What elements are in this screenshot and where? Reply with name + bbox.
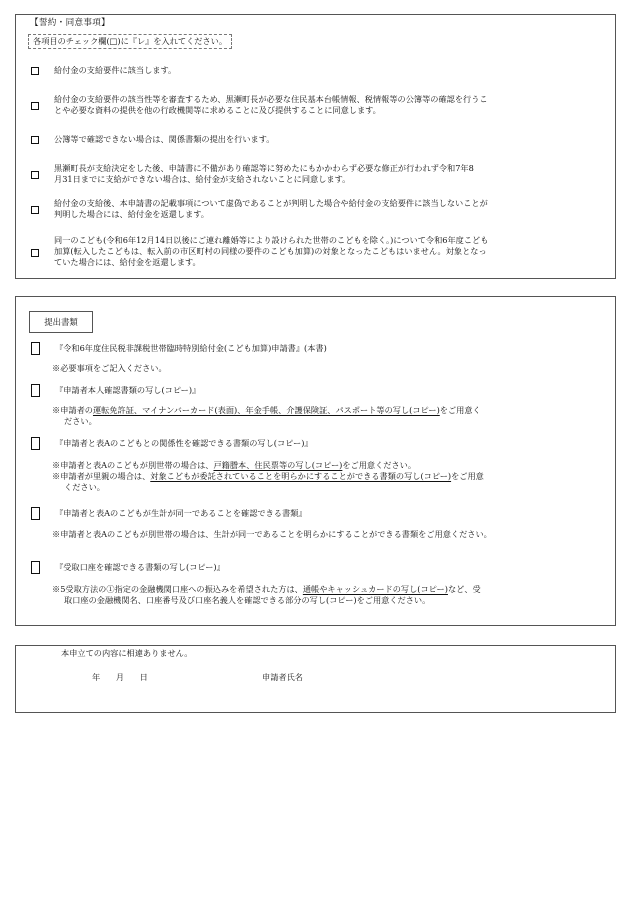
agreement-text: 給付金の支給後、本申請書の記載事項について虚偽であることが判明した場合や給付金の支給要件に該当しないことが [54, 198, 488, 208]
note-text: をご用意く [439, 405, 481, 415]
document-title: 『申請者本人確認書類の写し(コピー)』 [55, 385, 201, 395]
note-underlined-text: 運転免許証、マイナンバーカード(表面)、年金手帳、介護保険証、パスポート等の写し(コピー) [92, 405, 440, 415]
signature-statement: 本申立ての内容に相違ありません。 [61, 648, 193, 658]
note-underlined-text: 戸籍謄本、住民票等の写し(コピー) [213, 460, 343, 470]
note-text: ※申請者と表Aのこどもが別世帯の場合は、 [52, 460, 214, 470]
agreement-title: 【誓約・同意事項】 [30, 18, 111, 28]
document-checkbox[interactable] [31, 437, 40, 450]
note-text: など、受 [447, 584, 481, 594]
document-checkbox[interactable] [31, 342, 40, 355]
applicant-name-label: 申請者氏名 [262, 672, 303, 682]
agreement-checkbox[interactable] [31, 136, 39, 144]
document-title: 『申請者と表Aのこどもとの関係性を確認できる書類の写し(コピー)』 [55, 438, 313, 448]
agreement-section [15, 14, 616, 279]
document-note [52, 405, 582, 427]
agreement-text: 給付金の支給要件に該当します。 [54, 65, 177, 75]
note-text: をご用意 [451, 471, 484, 482]
note-text: ※5受取方法の①指定の金融機関口座への振込みを希望された方は、 [52, 584, 303, 594]
note-underlined-text: 通帳やキャッシュカードの写し(コピー) [302, 584, 448, 594]
agreement-text: ていた場合には、給付金を返還します。 [54, 257, 201, 268]
agreement-checkbox[interactable] [31, 206, 39, 214]
agreement-checkbox[interactable] [31, 171, 39, 179]
agreement-checkbox[interactable] [31, 67, 39, 75]
document-checkbox[interactable] [31, 384, 40, 397]
agreement-text: 加算(転入したこどもは、転入前の市区町村の同様の要件のこども加算)の対象となったこどもはいません。対象となっ [54, 246, 487, 257]
note-text: ください。 [64, 482, 105, 493]
month-label: 月 [115, 672, 125, 682]
agreement-text: 同一のこども(令和6年12月14日以後にご連れ離婚等により設けられた世帯のこどもを除く。)について令和6年度こども [54, 235, 489, 245]
agreement-text: 月31日までに支給ができない場合は、給付金が支給されないことに同意します。 [54, 174, 351, 185]
document-note [52, 529, 582, 540]
document-title: 『受取口座を確認できる書類の写し(コピー)』 [55, 562, 225, 572]
agreement-text: とや必要な資料の提供を他の行政機関等に求めることに及び提供することに同意します。 [54, 105, 381, 116]
note-text: ※申請者と表Aのこどもが別世帯の場合は、生計が同一であることを明らかにすることができる書類をご用意ください。 [52, 529, 492, 539]
day-label: 日 [139, 672, 148, 682]
agreement-instruction: 各項目のチェック欄(□)に『レ』を入れてください。 [28, 34, 232, 49]
signature-section [15, 645, 616, 713]
year-label: 年 [92, 672, 101, 682]
document-note [52, 584, 582, 606]
agreement-checkbox[interactable] [31, 249, 39, 257]
agreement-text: 黒瀬町長が支給決定をした後、申請書に不備があり確認等に努めたにもかかわらず必要な修正が行われず令和7年8 [54, 163, 474, 173]
note-text: ※必要事項をご記入ください。 [52, 363, 167, 373]
agreement-text: 公簿等で確認できない場合は、関係書類の提出を行います。 [54, 134, 275, 144]
agreement-text: 判明した場合には、給付金を返還します。 [54, 209, 209, 220]
document-checkbox[interactable] [31, 561, 40, 574]
agreement-checkbox[interactable] [31, 102, 39, 110]
note-text: ※申請者が里親の場合は、 [52, 471, 151, 482]
document-checkbox[interactable] [31, 507, 40, 520]
note-text: ※申請者の [52, 405, 93, 415]
note-text: ださい。 [64, 416, 97, 427]
documents-section [15, 296, 616, 626]
agreement-text: 給付金の支給要件の該当性等を審査するため、黒瀬町長が必要な住民基本台帳情報、税情報等の公簿等の確認を行うこ [54, 94, 488, 104]
note-text: をご用意ください。 [342, 460, 417, 470]
document-note [52, 460, 582, 493]
document-title: 『申請者と表Aのこどもが生計が同一であることを確認できる書類』 [55, 508, 307, 518]
note-text: 取口座の金融機関名、口座番号及び口座名義人を確認できる部分の写し(コピー)をご用意ください。 [64, 595, 431, 606]
note-underlined-text: 対象こどもが委託されていることを明らかにすることができる書類の写し(コピー) [150, 471, 452, 482]
signature-date-field[interactable] [92, 672, 148, 683]
document-note [52, 363, 582, 374]
document-title: 『令和6年度住民税非課税世帯臨時特別給付金(こども加算)申請書』(本書) [55, 343, 327, 353]
documents-label: 提出書類 [29, 311, 93, 333]
